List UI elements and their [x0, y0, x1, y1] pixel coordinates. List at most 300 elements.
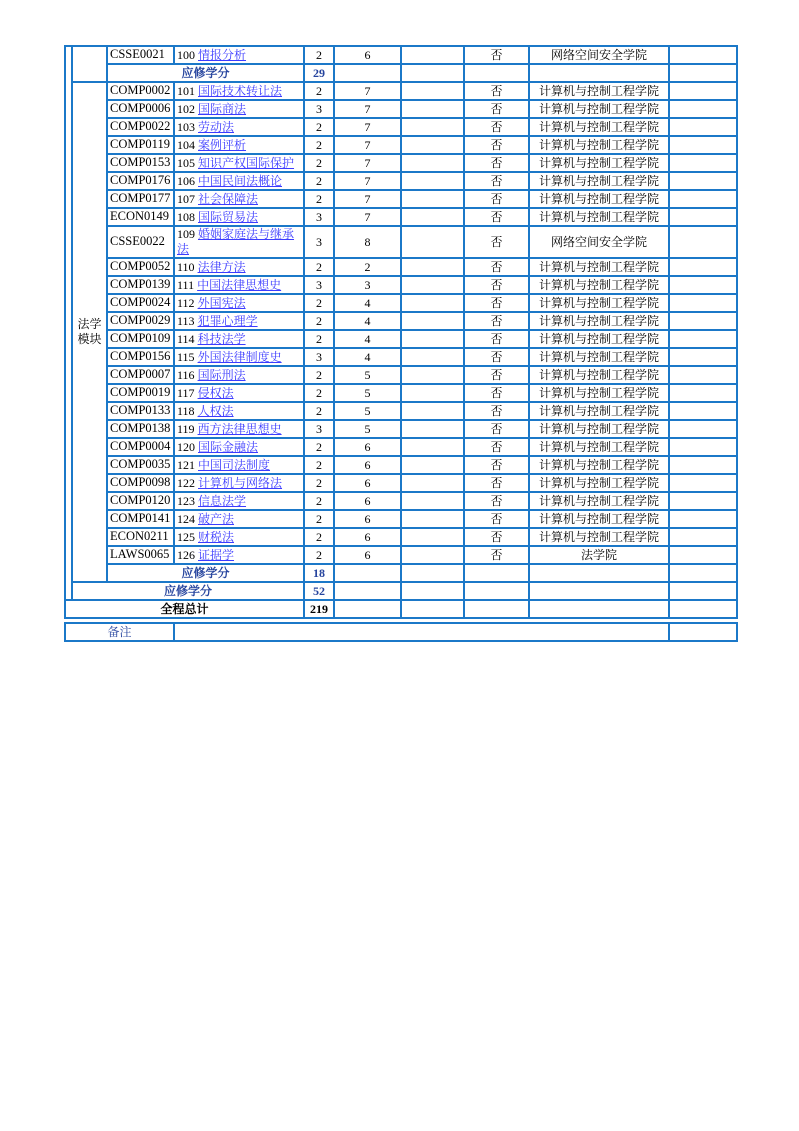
total-value-cell: 219 — [304, 600, 334, 618]
blank-cell — [401, 312, 464, 330]
blank-cell — [669, 456, 737, 474]
course-link[interactable]: 中国司法制度 — [198, 457, 271, 472]
credits-cell: 2 — [304, 312, 334, 330]
course-name-cell — [174, 420, 304, 438]
college-cell: 网络空间安全学院 — [529, 226, 669, 258]
course-code-cell: COMP0119 — [107, 136, 174, 154]
retake-flag-cell: 否 — [464, 100, 529, 118]
retake-flag-cell: 否 — [464, 546, 529, 564]
course-link[interactable]: 中国法律思想史 — [197, 277, 282, 292]
course-name-cell — [174, 226, 304, 258]
college-cell: 计算机与控制工程学院 — [529, 402, 669, 420]
credits-cell: 3 — [304, 348, 334, 366]
course-number: 106 — [177, 173, 198, 188]
college-cell: 计算机与控制工程学院 — [529, 190, 669, 208]
blank-cell — [669, 46, 737, 64]
total-label-cell: 应修学分 — [107, 64, 304, 82]
blank-cell — [669, 294, 737, 312]
blank-cell — [401, 366, 464, 384]
course-link[interactable]: 西方法律思想史 — [197, 421, 282, 436]
retake-flag-cell: 否 — [464, 492, 529, 510]
blank-cell — [401, 64, 464, 82]
blank-cell — [401, 118, 464, 136]
credits-cell: 2 — [304, 118, 334, 136]
course-number: 118 — [177, 403, 198, 418]
term-cell: 7 — [334, 118, 401, 136]
course-row — [65, 420, 737, 438]
course-name-cell — [174, 258, 304, 276]
blank-cell — [401, 420, 464, 438]
term-cell: 5 — [334, 384, 401, 402]
course-number: 115 — [177, 349, 198, 364]
left-spacer-cell — [65, 46, 72, 600]
term-cell: 6 — [334, 528, 401, 546]
blank-cell — [669, 510, 737, 528]
blank-cell — [464, 64, 529, 82]
course-number: 109 — [177, 227, 198, 241]
term-cell: 7 — [334, 208, 401, 226]
course-number: 123 — [177, 493, 198, 508]
course-number: 122 — [177, 475, 198, 490]
course-name-cell — [174, 330, 304, 348]
credits-cell: 3 — [304, 420, 334, 438]
course-row — [65, 118, 737, 136]
course-code-cell: CSSE0022 — [107, 226, 174, 258]
course-row — [65, 190, 737, 208]
course-number: 104 — [177, 137, 198, 152]
blank-cell — [669, 528, 737, 546]
blank-cell — [529, 600, 669, 618]
credits-cell: 2 — [304, 46, 334, 64]
course-code-cell: COMP0024 — [107, 294, 174, 312]
blank-cell — [669, 136, 737, 154]
retake-flag-cell: 否 — [464, 456, 529, 474]
blank-cell — [669, 582, 737, 600]
blank-cell — [334, 564, 401, 582]
course-code-cell: COMP0120 — [107, 492, 174, 510]
course-number: 111 — [177, 277, 198, 292]
college-cell: 计算机与控制工程学院 — [529, 510, 669, 528]
term-cell: 7 — [334, 136, 401, 154]
course-number: 103 — [177, 119, 198, 134]
blank-cell — [401, 294, 464, 312]
course-link[interactable]: 案例评析 — [198, 137, 247, 152]
course-link[interactable]: 财税法 — [198, 529, 235, 544]
retake-flag-cell: 否 — [464, 366, 529, 384]
blank-cell — [669, 208, 737, 226]
course-link[interactable]: 国际贸易法 — [198, 209, 259, 224]
course-name-cell — [174, 172, 304, 190]
credits-cell: 2 — [304, 190, 334, 208]
term-cell: 6 — [334, 510, 401, 528]
total-value-cell: 52 — [304, 582, 334, 600]
course-link[interactable]: 劳动法 — [198, 119, 235, 134]
college-cell: 计算机与控制工程学院 — [529, 420, 669, 438]
retake-flag-cell: 否 — [464, 510, 529, 528]
blank-cell — [669, 82, 737, 100]
prev-module-cell — [72, 46, 107, 82]
term-cell: 4 — [334, 294, 401, 312]
blank-cell — [401, 226, 464, 258]
blank-cell — [401, 528, 464, 546]
course-code-cell: COMP0139 — [107, 276, 174, 294]
credits-cell: 2 — [304, 330, 334, 348]
course-code-cell: COMP0156 — [107, 348, 174, 366]
course-number: 107 — [177, 191, 198, 206]
course-name-cell — [174, 348, 304, 366]
course-code-cell: COMP0019 — [107, 384, 174, 402]
course-link[interactable]: 外国法律制度史 — [197, 349, 282, 364]
course-code-cell: COMP0004 — [107, 438, 174, 456]
blank-cell — [669, 190, 737, 208]
course-code-cell: COMP0133 — [107, 402, 174, 420]
college-cell: 计算机与控制工程学院 — [529, 118, 669, 136]
college-cell: 计算机与控制工程学院 — [529, 456, 669, 474]
module-subtotal-row — [65, 564, 737, 582]
course-link[interactable]: 国际金融法 — [198, 439, 259, 454]
term-cell: 4 — [334, 312, 401, 330]
blank-cell — [529, 64, 669, 82]
credits-cell: 2 — [304, 154, 334, 172]
retake-flag-cell: 否 — [464, 348, 529, 366]
college-cell: 计算机与控制工程学院 — [529, 366, 669, 384]
blank-cell — [669, 438, 737, 456]
course-number: 119 — [177, 421, 198, 436]
blank-cell — [401, 208, 464, 226]
course-number: 124 — [177, 511, 198, 526]
blank-cell — [669, 546, 737, 564]
course-row — [65, 154, 737, 172]
college-cell: 计算机与控制工程学院 — [529, 82, 669, 100]
course-row — [65, 46, 737, 64]
course-row — [65, 294, 737, 312]
course-name-cell — [174, 208, 304, 226]
course-link[interactable]: 婚姻家庭法与继承法 — [177, 227, 295, 256]
blank-cell — [401, 474, 464, 492]
blank-cell — [669, 366, 737, 384]
course-row — [65, 402, 737, 420]
course-link[interactable]: 社会保障法 — [198, 191, 259, 206]
retake-flag-cell: 否 — [464, 294, 529, 312]
course-row — [65, 208, 737, 226]
blank-cell — [669, 623, 737, 641]
term-cell: 7 — [334, 172, 401, 190]
course-code-cell: COMP0007 — [107, 366, 174, 384]
course-number: 120 — [177, 439, 198, 454]
term-cell: 3 — [334, 276, 401, 294]
term-cell: 8 — [334, 226, 401, 258]
course-row — [65, 172, 737, 190]
blank-cell — [669, 276, 737, 294]
college-cell: 计算机与控制工程学院 — [529, 136, 669, 154]
course-number: 116 — [177, 367, 198, 382]
course-row — [65, 100, 737, 118]
course-code-cell: COMP0153 — [107, 154, 174, 172]
course-name-cell — [174, 276, 304, 294]
blank-cell — [401, 82, 464, 100]
course-number: 126 — [177, 547, 198, 562]
blank-cell — [464, 582, 529, 600]
blank-cell — [669, 384, 737, 402]
blank-cell — [401, 258, 464, 276]
credits-cell: 2 — [304, 258, 334, 276]
required-credits-row — [65, 582, 737, 600]
college-cell: 计算机与控制工程学院 — [529, 528, 669, 546]
course-link[interactable]: 破产法 — [198, 511, 235, 526]
term-cell: 7 — [334, 190, 401, 208]
course-name-cell — [174, 366, 304, 384]
course-link[interactable]: 外国宪法 — [197, 295, 246, 310]
blank-cell — [401, 456, 464, 474]
total-value-cell: 29 — [304, 64, 334, 82]
total-label-cell: 应修学分 — [107, 564, 304, 582]
college-cell: 计算机与控制工程学院 — [529, 384, 669, 402]
course-row — [65, 528, 737, 546]
credits-cell: 2 — [304, 384, 334, 402]
course-code-cell: LAWS0065 — [107, 546, 174, 564]
blank-cell — [529, 564, 669, 582]
course-link[interactable]: 法律方法 — [197, 259, 246, 274]
blank-cell — [401, 154, 464, 172]
blank-cell — [334, 64, 401, 82]
course-link[interactable]: 中国民间法概论 — [198, 173, 283, 188]
course-row — [65, 136, 737, 154]
retake-flag-cell: 否 — [464, 82, 529, 100]
course-table — [64, 45, 738, 619]
term-cell: 4 — [334, 348, 401, 366]
course-link[interactable]: 国际技术转让法 — [198, 83, 283, 98]
course-name-cell — [174, 118, 304, 136]
course-row — [65, 312, 737, 330]
retake-flag-cell: 否 — [464, 46, 529, 64]
course-name-cell — [174, 492, 304, 510]
total-label-cell: 全程总计 — [65, 600, 304, 618]
course-name-cell — [174, 438, 304, 456]
term-cell: 5 — [334, 420, 401, 438]
course-name-cell — [174, 100, 304, 118]
course-number: 121 — [177, 457, 198, 472]
course-name-cell — [174, 190, 304, 208]
note-row — [65, 623, 737, 641]
course-row — [65, 546, 737, 564]
term-cell: 6 — [334, 456, 401, 474]
course-code-cell: COMP0022 — [107, 118, 174, 136]
credits-cell: 2 — [304, 510, 334, 528]
blank-cell — [334, 600, 401, 618]
course-row — [65, 366, 737, 384]
retake-flag-cell: 否 — [464, 330, 529, 348]
retake-flag-cell: 否 — [464, 190, 529, 208]
module-subtotal-row — [65, 64, 737, 82]
course-row — [65, 456, 737, 474]
blank-cell — [669, 420, 737, 438]
course-row — [65, 492, 737, 510]
course-number: 108 — [177, 209, 198, 224]
college-cell: 计算机与控制工程学院 — [529, 474, 669, 492]
course-row — [65, 438, 737, 456]
term-cell: 6 — [334, 492, 401, 510]
course-link[interactable]: 国际商法 — [198, 101, 247, 116]
course-row — [65, 226, 737, 258]
blank-cell — [401, 330, 464, 348]
course-code-cell: COMP0176 — [107, 172, 174, 190]
credits-cell: 2 — [304, 366, 334, 384]
course-row — [65, 258, 737, 276]
course-name-cell — [174, 46, 304, 64]
college-cell: 计算机与控制工程学院 — [529, 330, 669, 348]
college-cell: 计算机与控制工程学院 — [529, 100, 669, 118]
course-code-cell: COMP0138 — [107, 420, 174, 438]
course-code-cell: COMP0177 — [107, 190, 174, 208]
note-table — [64, 622, 738, 642]
credits-cell: 2 — [304, 492, 334, 510]
course-row — [65, 82, 737, 100]
credits-cell: 3 — [304, 276, 334, 294]
course-link[interactable]: 国际刑法 — [197, 367, 246, 382]
blank-cell — [401, 276, 464, 294]
course-link[interactable]: 犯罪心理学 — [197, 313, 258, 328]
retake-flag-cell: 否 — [464, 276, 529, 294]
course-name-cell — [174, 474, 304, 492]
course-code-cell: COMP0002 — [107, 82, 174, 100]
course-link[interactable]: 知识产权国际保护 — [198, 155, 295, 170]
course-name-cell — [174, 294, 304, 312]
blank-cell — [669, 600, 737, 618]
blank-cell — [669, 330, 737, 348]
course-link[interactable]: 计算机与网络法 — [198, 475, 283, 490]
course-table-body — [65, 46, 737, 618]
course-row — [65, 384, 737, 402]
course-name-cell — [174, 546, 304, 564]
college-cell: 计算机与控制工程学院 — [529, 348, 669, 366]
blank-cell — [669, 312, 737, 330]
course-name-cell — [174, 154, 304, 172]
blank-cell — [669, 348, 737, 366]
college-cell: 计算机与控制工程学院 — [529, 276, 669, 294]
retake-flag-cell: 否 — [464, 402, 529, 420]
retake-flag-cell: 否 — [464, 474, 529, 492]
course-code-cell: COMP0098 — [107, 474, 174, 492]
course-link[interactable]: 侵权法 — [197, 385, 234, 400]
note-label-cell: 备注 — [65, 623, 174, 641]
term-cell: 7 — [334, 154, 401, 172]
blank-cell — [464, 600, 529, 618]
course-code-cell: COMP0052 — [107, 258, 174, 276]
blank-cell — [669, 492, 737, 510]
blank-cell — [401, 348, 464, 366]
blank-cell — [669, 100, 737, 118]
course-number: 101 — [177, 83, 198, 98]
course-row — [65, 510, 737, 528]
course-link[interactable]: 证据学 — [198, 547, 235, 562]
course-name-cell — [174, 456, 304, 474]
credits-cell: 2 — [304, 456, 334, 474]
blank-cell — [401, 402, 464, 420]
blank-cell — [401, 564, 464, 582]
course-link[interactable]: 人权法 — [197, 403, 234, 418]
retake-flag-cell: 否 — [464, 154, 529, 172]
blank-cell — [334, 582, 401, 600]
term-cell: 6 — [334, 46, 401, 64]
college-cell: 计算机与控制工程学院 — [529, 154, 669, 172]
course-number: 100 — [177, 47, 198, 62]
term-cell: 2 — [334, 258, 401, 276]
course-row — [65, 348, 737, 366]
college-cell: 计算机与控制工程学院 — [529, 258, 669, 276]
blank-cell — [401, 46, 464, 64]
term-cell: 6 — [334, 546, 401, 564]
blank-cell — [669, 172, 737, 190]
module-label-cell: 法学模块 — [72, 82, 107, 582]
blank-cell — [401, 438, 464, 456]
blank-cell — [401, 510, 464, 528]
course-row — [65, 276, 737, 294]
blank-cell — [401, 384, 464, 402]
retake-flag-cell: 否 — [464, 226, 529, 258]
course-number: 114 — [177, 331, 198, 346]
course-name-cell — [174, 312, 304, 330]
course-row — [65, 330, 737, 348]
credits-cell: 2 — [304, 402, 334, 420]
course-row — [65, 474, 737, 492]
total-label-cell: 应修学分 — [72, 582, 304, 600]
term-cell: 7 — [334, 100, 401, 118]
college-cell: 网络空间安全学院 — [529, 46, 669, 64]
course-link[interactable]: 情报分析 — [198, 47, 247, 62]
course-name-cell — [174, 136, 304, 154]
credits-cell: 2 — [304, 546, 334, 564]
college-cell: 计算机与控制工程学院 — [529, 294, 669, 312]
course-number: 110 — [177, 259, 198, 274]
retake-flag-cell: 否 — [464, 528, 529, 546]
course-number: 112 — [177, 295, 198, 310]
retake-flag-cell: 否 — [464, 420, 529, 438]
note-value-cell — [174, 623, 669, 641]
college-cell: 计算机与控制工程学院 — [529, 208, 669, 226]
credits-cell: 3 — [304, 208, 334, 226]
course-code-cell: ECON0211 — [107, 528, 174, 546]
blank-cell — [669, 402, 737, 420]
course-code-cell: COMP0141 — [107, 510, 174, 528]
course-code-cell: COMP0029 — [107, 312, 174, 330]
total-value-cell: 18 — [304, 564, 334, 582]
table-anchor — [64, 45, 738, 642]
course-name-cell — [174, 82, 304, 100]
credits-cell: 2 — [304, 294, 334, 312]
course-link[interactable]: 科技法学 — [197, 331, 246, 346]
term-cell: 6 — [334, 474, 401, 492]
blank-cell — [669, 258, 737, 276]
term-cell: 5 — [334, 402, 401, 420]
retake-flag-cell: 否 — [464, 136, 529, 154]
term-cell: 7 — [334, 82, 401, 100]
college-cell: 计算机与控制工程学院 — [529, 312, 669, 330]
course-name-cell — [174, 384, 304, 402]
blank-cell — [401, 600, 464, 618]
blank-cell — [401, 172, 464, 190]
course-code-cell: CSSE0021 — [107, 46, 174, 64]
retake-flag-cell: 否 — [464, 118, 529, 136]
course-number: 102 — [177, 101, 198, 116]
credits-cell: 3 — [304, 100, 334, 118]
blank-cell — [401, 136, 464, 154]
course-number: 105 — [177, 155, 198, 170]
retake-flag-cell: 否 — [464, 384, 529, 402]
course-number: 125 — [177, 529, 198, 544]
course-number: 113 — [177, 313, 198, 328]
course-link[interactable]: 信息法学 — [198, 493, 247, 508]
blank-cell — [401, 492, 464, 510]
